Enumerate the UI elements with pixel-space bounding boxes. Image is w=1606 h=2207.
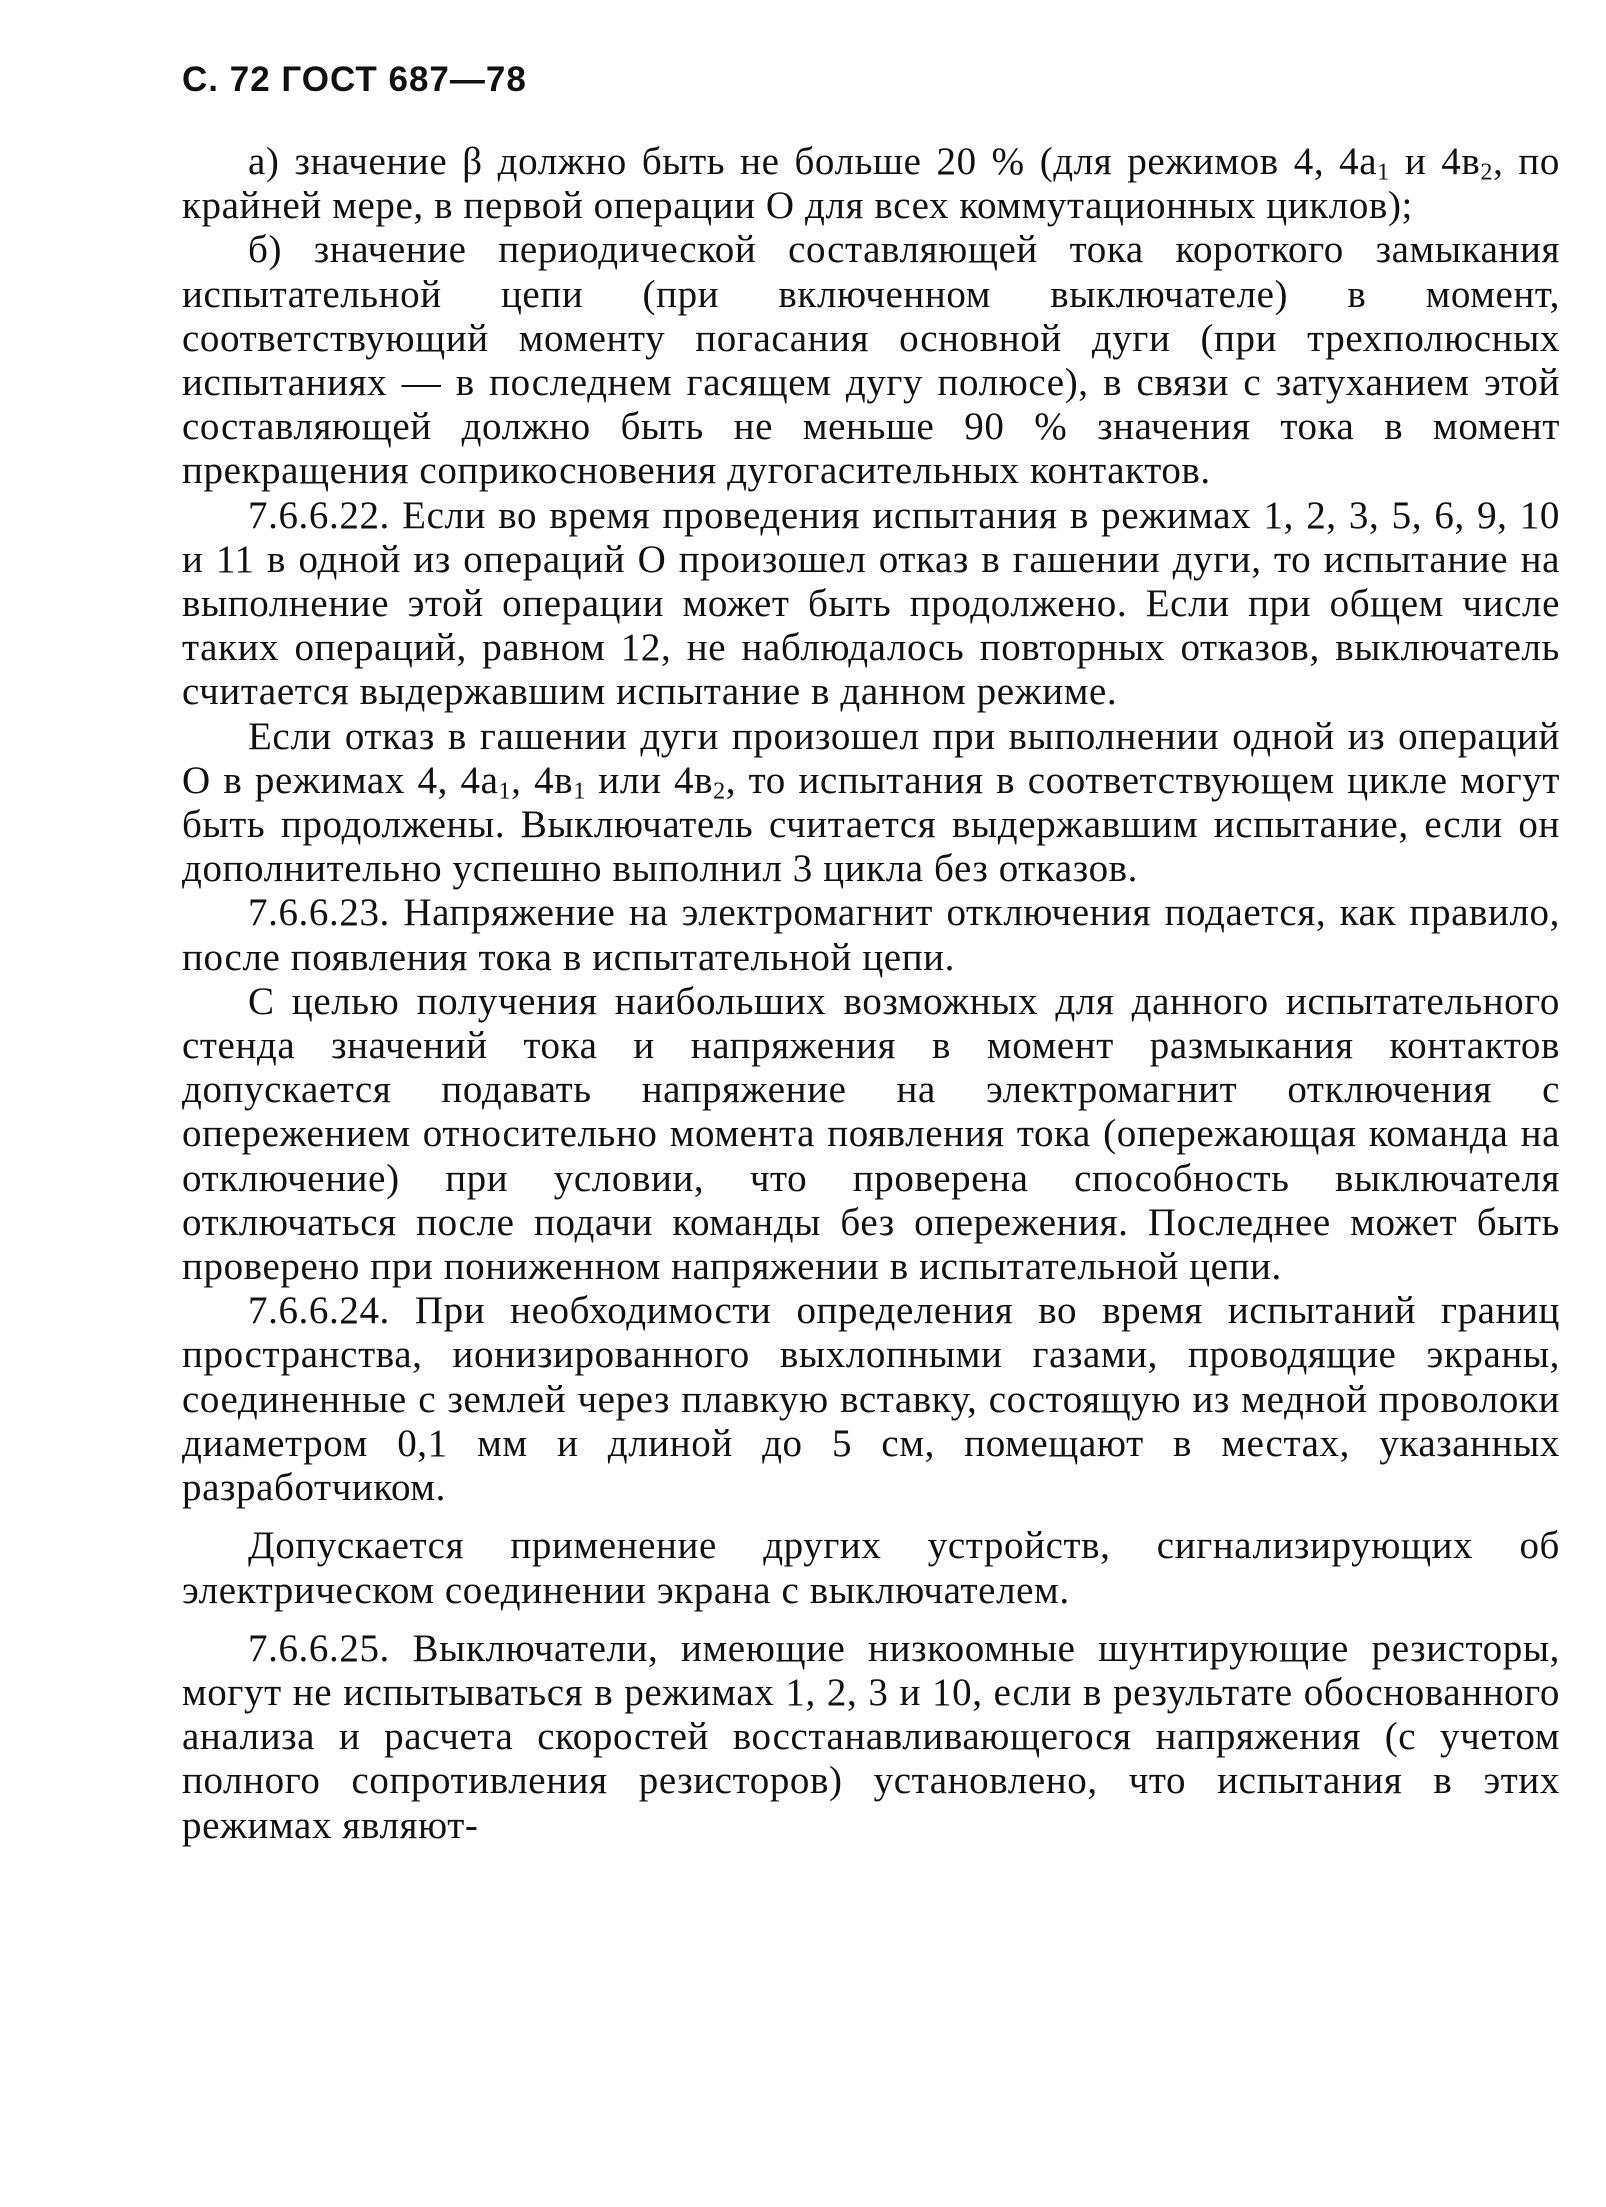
body-text	[182, 140, 1560, 1848]
paragraph-7-6-6-22: 7.6.6.22. Если во время проведения испытания в режимах 1, 2, 3, 5, 6, 9, 10 и 11 в одной из операций О произошел отказ в гашении дуги, то испытание на выполнение этой операции может быть продолжено. Если при общем числе таких операций, равном 12, не наблюдалось повторных отказов, выключатель считается выдержавшим испытание в данном режиме.	[182, 493, 1560, 714]
paragraph-7-6-6-25: 7.6.6.25. Выключатели, имеющие низкоомные шунтирующие резисторы, могут не испытываться в режимах 1, 2, 3 и 10, если в результате обоснованного анализа и расчета скоростей восстанавливающегося напряжения (с учетом полного сопротивления резисторов) установлено, что испытания в этих режимах являют-	[182, 1626, 1560, 1847]
paragraph-7-6-6-23: 7.6.6.23. Напряжение на электромагнит отключения подается, как правило, после появления тока в испытательной цепи.	[182, 891, 1560, 979]
paragraph-other-signal-devices: Допускается применение других устройств, сигнализирующих об электрическом соединении экрана с выключателем.	[182, 1524, 1560, 1612]
subscript-index: 1	[573, 777, 586, 805]
subscript-index: 2	[1480, 158, 1494, 186]
paragraph-beta-condition: а) значение β должно быть не больше 20 % (для режимов 4, $4а_1$ и $4в_2$, по крайней мере, в первой операции О для всех коммутационных циклов);	[182, 140, 1560, 228]
paragraph-advance-trip-command: С целью получения наибольших возможных для данного испытательного стенда значений тока и напряжения в момент размыкания контактов допускается подавать напряжение на электромагнит отключения с опережением относительно момента появления тока (опережающая команда на отключение) при условии, что проверена способность выключателя отключаться после подачи команды без опережения. Последнее может быть проверено при пониженном напряжении в испытательной цепи.	[182, 979, 1560, 1289]
paragraph-arc-failure-modes-4: Если отказ в гашении дуги произошел при выполнении одной из операций О в режимах 4, $4а_1$, $4в_1$ или $4в_2$, то испытания в соответствующем цикле могут быть продолжены. Выключатель считается выдержавшим испытание, если он дополнительно успешно выполнил 3 цикла без отказов.	[182, 714, 1560, 891]
running-header: С. 72 ГОСТ 687—78	[182, 60, 527, 99]
subscript-index: 1	[498, 777, 512, 805]
subscript-index: 1	[1377, 158, 1390, 186]
subscript-index: 2	[713, 777, 726, 805]
paragraph-7-6-6-24: 7.6.6.24. При необходимости определения во время испытаний границ пространства, ионизированного выхлопными газами, проводящие экраны, соединенные с землей через плавкую вставку, состоящую из медной проволоки диаметром 0,1 мм и длиной до 5 см, помещают в местах, указанных разработчиком.	[182, 1289, 1560, 1510]
paragraph-current-component: б) значение периодической составляющей тока короткого замыкания испытательной цепи (при включенном выключателе) в момент, соответствующий моменту погасания основной дуги (при трехполюсных испытаниях — в последнем гасящем дугу полюсе), в связи с затуханием этой составляющей должно быть не меньше 90 % значения тока в момент прекращения соприкосновения дугогасительных контактов.	[182, 228, 1560, 493]
